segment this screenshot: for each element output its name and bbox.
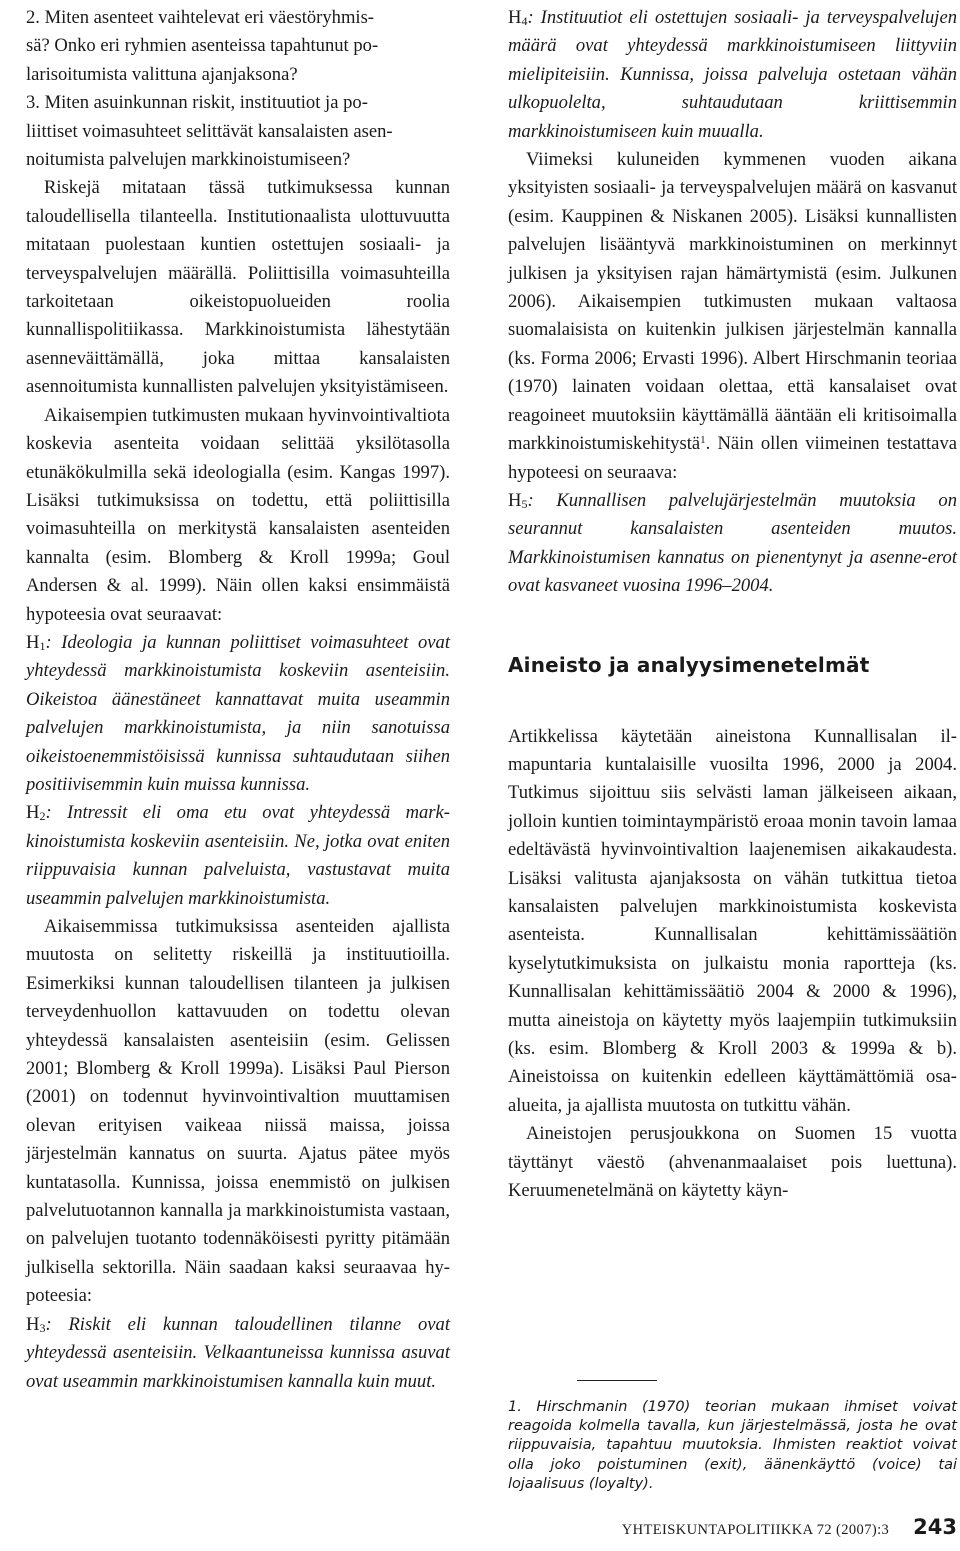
hypothesis-1-text: : Ideologia ja kunnan poliittiset voimasuhteet ovat yhteydessä markkinoistumista koskeviin asenteisiin. Oikeistoa äänestäneet kannattavat muita useammin palvelujen markkinoistumista, ja niin sanotuissa oikeistoenemmistöisissä kunnissa suhtaudutaan siihen positiivisemmin kuin muissa kunnissa.	[26, 631, 450, 795]
hypothesis-4-text: : Instituutiot eli ostettujen sosiaali- ja terveyspalvelujen määrä ovat yhteydessä markkinoistumiseen liittyviin mielipiteisiin. Kunnissa, joissa palveluja ostetaan vähän ulkopuolelta, suhtaudutaan kriittisemmin markkinoistumiseen kuin muualla.	[508, 7, 957, 142]
hypothesis-2	[26, 799, 450, 913]
hypothesis-3-label: H	[26, 1313, 40, 1335]
paragraph-population: Aineistojen perusjoukkona on Suomen 15 vuotta täyttänyt väestö (ahvenanmaalaiset pois luettuna). Keruumenetelmänä on käytetty käyn-	[508, 1123, 957, 1202]
hypothesis-1	[26, 629, 450, 799]
footnote: 1. Hirschmanin (1970) teorian mukaan ihmiset voivat reagoida kolmella tavalla, kun järjestelmässä, josta he ovat riippuvaisia, tapahtuu muutoksia. Ihmisten reaktiot voivat olla joko poistuminen (exit), äänenkäyttö (voice) tai lojaalisuus (loyalty).	[508, 1399, 957, 1492]
research-question-2-line-2: sä? Onko eri ryhmien asenteissa tapahtunut po-	[26, 35, 379, 57]
research-question-2-line-1: 2. Miten asenteet vaihtelevat eri väestöryhmis-	[26, 7, 374, 28]
hypothesis-5	[508, 487, 957, 601]
hypothesis-5-text: : Kunnallisen palvelujärjestelmän muutoksia on seurannut kansalaisten asenteiden muutos. Markkinoistumisen kannatus on pienentynyt ja asenne-erot ovat kasvaneet vuosina 1996–2004.	[508, 489, 957, 597]
hypothesis-2-subscript: 2	[39, 809, 46, 824]
hypothesis-5-label: H	[508, 489, 522, 511]
journal-name: YHTEISKUNTAPOLITIIKKA 72 (2007):3	[621, 1522, 890, 1538]
paragraph-temporal-change: Aikaisemmissa tutkimuksissa asenteiden ajallista muutosta on selitetty riskeillä ja instituutioilla. Esimerkiksi kunnan taloudellisen tilanteen ja julkisen terveydenhuollon kattavuuden on todettu olevan yhteydessä kansalaisten asenteisiin (esim. Gelissen 2001; Blomberg & Kroll 1999a). Lisäksi Paul Pierson (2001) on todennut hyvinvointivaltion muuttamisen olevan erityisen vaikeaa niissä maissa, joissa järjestelmän kannatus on suurta. Ajatus pätee myös kuntatasolla. Kunnissa, joissa enemmistö on julkisen palvelutuotannon kannalla ja markkinoistumista vastaan, on palvelujen tuotanto todennäköisesti pyritty pitämään julkisella sektorilla. Näin saadaan kaksi seuraavaa hypoteesia:	[26, 916, 450, 1307]
page-number: 243	[913, 1515, 957, 1539]
hypothesis-1-label: H	[26, 631, 40, 653]
left-column	[26, 4, 450, 1396]
paragraph-risks: Riskejä mitataan tässä tutkimuksessa kunnan taloudellisella tilanteella. Institutionaalista ulottuvuutta mitataan puolestaan kuntien ostettujen sosiaali- ja terveyspalvelujen määrällä. Poliittisilla voimasuhteilla tarkoitetaan oikeistopuolueiden roolia kunnallispolitiikassa. Markkinoistumista lähestytään asenneväittämällä, joka mittaa kansalaisten asennoitumista kunnallisten palvelujen yksityistämiseen.	[26, 177, 450, 398]
page-footer	[576, 1513, 960, 1543]
paragraph-data-source: Artikkelissa käytetään aineistona Kunnallisalan ilmapuntaria kuntalaisille vuosilta 1996, 2000 ja 2004. Tutkimus sijoittuu siis selvästi laman jälkeiseen aikaan, jolloin kuntien toimintaympäristö eroaa monin tavoin lamaa edeltävästä hyvinvointivaltion laajenemisen aikakaudesta. Lisäksi valitusta ajanjaksosta on vähän tutkittua tietoa kansalaisten palvelujen markkinoistumista koskevista asenteista. Kunnallisalan kehittämissäätiön kyselytutkimuksista on julkaistu monia raportteja (ks. Kunnallisalan kehittämissäätiö 2004 & 2000 & 1996), mutta aineistoja on käytetty myös laajempiin tutkimuksiin (ks. esim. Blomberg & Kroll 2003 & 1999a & b). Aineistoissa on kuitenkin edelleen käyttämättömiä osa-alueita, ja ajallista muutosta on tutkittu vähän.	[508, 725, 957, 1116]
hypothesis-5-subscript: 5	[521, 496, 528, 511]
hypothesis-3-subscript: 3	[39, 1320, 46, 1335]
footnote-marker[interactable]: 1	[700, 434, 706, 447]
paragraph-previous-research: Aikaisempien tutkimusten mukaan hyvinvointivaltiota koskevia asenteita voidaan selittää yksilötasolla etunäkökulmilla sekä ideologialla (esim. Kangas 1997). Lisäksi tutkimuksissa on todettu, että poliittisilla voimasuhteilla on merkitystä kansalaisten asenteiden kannalta (esim. Blomberg & Kroll 1999a; Goul Andersen & al. 1999). Näin ollen kaksi ensimmäistä hypoteesia ovat seuraavat:	[26, 404, 450, 625]
hypothesis-4	[508, 4, 957, 146]
footnote-rule	[577, 1380, 657, 1381]
paragraph-recent-decade-text-a: Viimeksi kuluneiden kymmenen vuoden aikana yksityisten sosiaali- ja terveyspalvelujen määrä on kasvanut (esim. Kauppinen & Niskanen 2005). Lisäksi kunnallisten palvelujen lisääntyvä markkinoistuminen on merkinnyt julkisen ja yksityisen rajan hämärtymistä (esim. Julkunen 2006). Aikaisempien tutkimusten mukaan valtaosa suomalaisista on kuitenkin julkisen järjestelmän kannalla (ks. Forma 2006; Ervasti 1996). Albert Hirschmanin teoriaa (1970) lainaten voidaan olettaa, että kansalaiset ovat reagoineet muutoksiin käyttämällä ääntään eli kritisoimalla markkinoistumiskehitystä	[508, 149, 957, 455]
hypothesis-3-text: : Riskit eli kunnan taloudellinen tilanne ovat yhteydessä asenteisiin. Velkaantuneissa kunnissa asuvat ovat useammin markkinoistumisen kannalla kuin muut.	[26, 1313, 450, 1392]
hypothesis-2-label: H	[26, 802, 40, 824]
hypothesis-4-label: H	[508, 7, 522, 28]
research-question-3-line-2: liittiset voimasuhteet selittävät kansalaisten asen-	[26, 120, 393, 142]
right-column	[508, 4, 957, 1205]
paragraph-recent-decade	[508, 146, 957, 487]
hypothesis-3	[26, 1311, 450, 1396]
section-heading: Aineisto ja analyysimenetelmät	[508, 652, 870, 677]
research-question-3-line-3: noitumista palvelujen markkinoistumiseen?	[26, 149, 351, 171]
hypothesis-1-subscript: 1	[39, 638, 46, 653]
research-question-3-line-1: 3. Miten asuinkunnan riskit, instituutiot ja po-	[26, 92, 368, 114]
paragraph-recent-decade-text-b: . Näin ollen viimeinen testattava hypoteesi on seuraava:	[508, 433, 957, 483]
hypothesis-2-text: : Intressit eli oma etu ovat yhteydessä markkinoistumista koskeviin asenteisiin. Ne, jotka ovat eniten riippuvaisia kunnan palveluista, vastustavat muita useammin palvelujen markkinoistumista.	[26, 802, 450, 909]
research-question-2-line-3: larisoitumista valittuna ajanjaksona?	[26, 63, 298, 85]
hypothesis-4-subscript: 4	[521, 14, 528, 28]
